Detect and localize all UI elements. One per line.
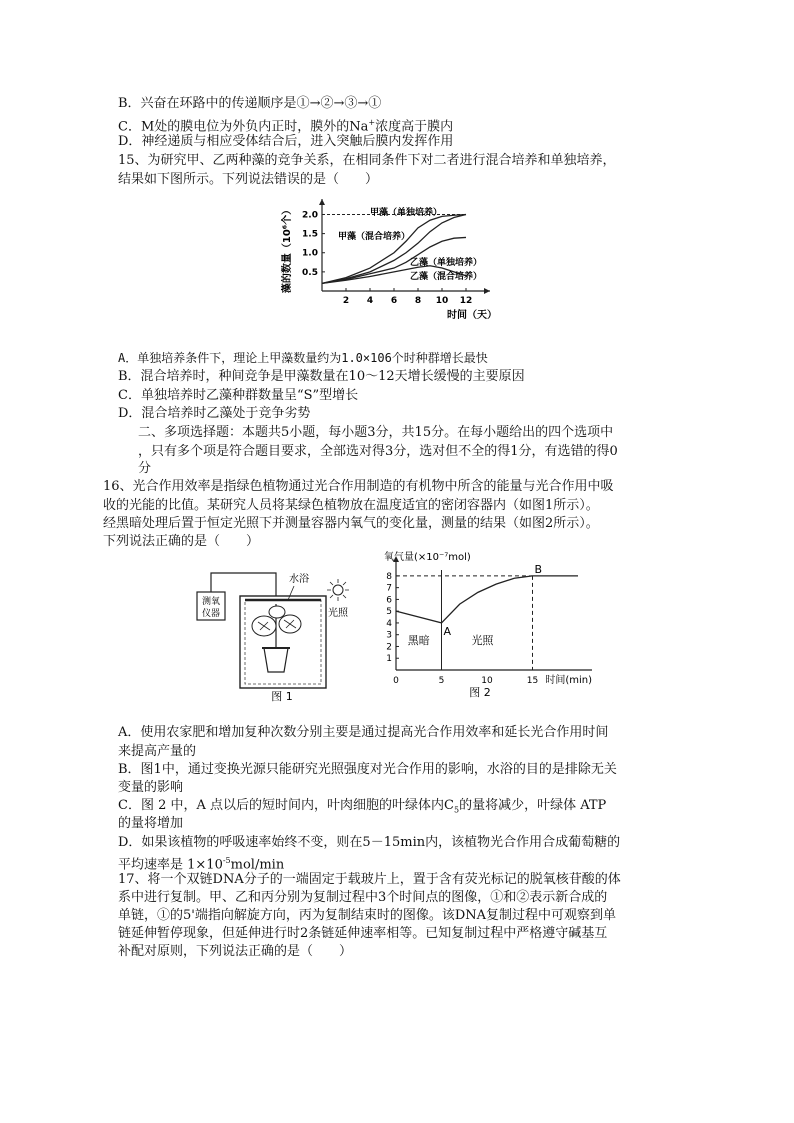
fig2-x-axis-label: 时间(min): [545, 675, 592, 686]
section2-header: 二、多项选择题：本题共5小题，每小题3分，共15分。在每小题给出的四个选项中: [138, 425, 614, 440]
q15-y-arrow: [319, 199, 325, 205]
fig2-y-tick-label: 5: [386, 607, 392, 618]
q15-option-c: C．单独培养时乙藻种群数量呈“S”型增长: [118, 388, 359, 403]
q15-chart: [278, 193, 510, 323]
fig1-caption: 图 1: [271, 690, 293, 702]
q15-x-tick-label: 12: [459, 296, 473, 306]
q16-option-c-2: 的量将增加: [118, 816, 184, 831]
fig2-y-axis-label: 氧气量(×10⁻⁷mol): [384, 552, 471, 563]
q15-y-tick-label: 2.0: [302, 210, 318, 221]
q17-stem: 17、将一个双链DNA分子的一端固定于载玻片上，置于含有荧光标记的脱氧核苷酸的体: [118, 872, 621, 887]
q15-x-tick-label: 10: [435, 296, 449, 306]
q15-y-tick-label: 1.5: [302, 229, 318, 240]
q16-stem-2: 收的光能的比值。某研究人员将某绿色植物放在温度适宜的密闭容器内（如图1所示）。: [103, 498, 599, 513]
section2-header-2: ，只有多个项是符合题目要求，全部选对得3分，选对但不全的得1分，有选错的得0: [138, 444, 618, 459]
q15-x-tick-label: 4: [366, 296, 374, 306]
q16-stem-3: 经黑暗处理后置于恒定光照下并测量容器内氧气的变化量，测量的结果（如图2所示）。: [103, 516, 599, 531]
q16-stem-4: 下列说法正确的是（ ）: [103, 534, 260, 549]
fig1-light-label: 光照: [328, 608, 348, 619]
fig2-y-tick-label: 4: [386, 618, 392, 629]
fig1-device-label: 测氧: [201, 597, 221, 607]
q17-stem-3: 单链，①的5'端指向解旋方向，丙为复制结束时的图像。该DNA复制过程中可观察到单: [118, 908, 617, 923]
q15-stem: 15、为研究甲、乙两种藻的竞争关系，在相同条件下对二者进行混合培养和单独培养，: [118, 153, 616, 168]
fig2-x-tick-label: 0: [393, 676, 399, 686]
q16-option-b-2: 变量的影响: [118, 780, 184, 795]
q17-stem-5: 补配对原则，下列说法正确的是（ ）: [118, 944, 353, 959]
q16-option-d: D．如果该植物的呼吸速率始终不变，则在5－15min内，该植物光合作用合成葡萄糖的: [118, 835, 621, 850]
fig2-y-tick-label: 6: [386, 595, 392, 606]
fig2-x-tick-label: 15: [526, 676, 539, 686]
q16-stem: 16、光合作用效率是指绿色植物通过光合作用制造的有机物中所含的能量与光合作用中吸: [103, 479, 614, 494]
q15-y-axis-label: 藻的数量（10⁶个）: [282, 204, 293, 294]
fig1-water-label: 水浴: [289, 574, 309, 585]
fig2-region-dark: 黑暗: [407, 634, 430, 648]
q15-series-label: 甲藻（单独培养）: [370, 208, 443, 218]
svg-text:仪器: 仪器: [201, 609, 221, 619]
q15-x-tick-label: 6: [390, 296, 398, 306]
q15-series-label: 乙藻（混合培养）: [409, 272, 483, 282]
q14-option-b: B．兴奋在环路中的传递顺序是①→②→③→①: [118, 96, 382, 111]
q15-x-tick-label: 8: [414, 296, 422, 306]
fig2-point-a: A: [443, 624, 452, 638]
q16-figure-1: [196, 560, 356, 702]
q14-option-c: C．M处的膜电位为外负内正时，膜外的Na+浓度高于膜内: [118, 118, 454, 135]
fig2-x-tick-label: 10: [481, 676, 493, 686]
q15-option-b: B．混合培养时，种间竞争是甲藻数量在10～12天增长缓慢的主要原因: [118, 369, 525, 384]
q16-option-c: C．图 2 中，A 点以后的短时间内，叶肉细胞的叶绿体内$C_5$的量将减少，叶绿体 ATP: [118, 798, 607, 815]
q15-series-label: 乙藻（单独培养）: [409, 258, 483, 268]
fig2-y-tick-label: 1: [386, 654, 392, 665]
fig2-y-tick-label: 3: [386, 630, 392, 641]
q17-stem-4: 链延伸暂停现象，但延伸进行时2条链延伸速率相等。已知复制过程中严格遵守碱基互: [118, 926, 608, 941]
q16-figure-2: [372, 548, 602, 700]
fig2-point-b: B: [534, 562, 543, 576]
fig2-y-tick-label: 7: [386, 583, 392, 594]
fig2-y-tick-label: 8: [386, 571, 392, 582]
q15-y-tick-label: 1.0: [302, 248, 318, 259]
q15-x-axis-label: 时间（天）: [447, 310, 497, 321]
fig2-region-light: 光照: [471, 634, 494, 648]
q16-option-a-2: 来提高产量的: [118, 744, 197, 759]
q16-option-a: A．使用农家肥和增加复种次数分别主要是通过提高光合作用效率和延长光合作用时间: [118, 725, 609, 740]
q14-option-d: D．神经递质与相应受体结合后，进入突触后膜内发挥作用: [118, 134, 454, 149]
q15-x-tick-label: 2: [342, 296, 350, 306]
q15-stem-2: 结果如下图所示。下列说法错误的是（ ）: [118, 172, 379, 187]
section2-header-3: 分: [138, 461, 152, 476]
q16-option-b: B．图1中，通过变换光源只能研究光照强度对光合作用的影响，水浴的目的是排除无关: [118, 762, 617, 777]
fig2-y-tick-label: 2: [386, 642, 392, 653]
fig2-x-tick-label: 5: [438, 676, 445, 686]
q16-option-d-2: 平均速率是 $1\times 10^{-5}mol/\min$: [118, 856, 285, 873]
q15-option-d: D．混合培养时乙藻处于竞争劣势: [118, 406, 311, 421]
q15-series-label: 甲藻（混合培养）: [338, 232, 411, 242]
q15-option-a: A．单独培养条件下，理论上甲藻数量约为1.0×106个时种群增长最快: [118, 351, 488, 365]
q15-x-arrow: [484, 288, 490, 294]
q17-stem-2: 系中进行复制。甲、乙和丙分别为复制过程中3个时间点的图像，①和②表示新合成的: [118, 890, 608, 905]
q15-y-tick-label: 0.5: [302, 267, 318, 278]
fig2-caption: 图 2: [469, 686, 491, 699]
fig2-series-line: [396, 576, 578, 623]
